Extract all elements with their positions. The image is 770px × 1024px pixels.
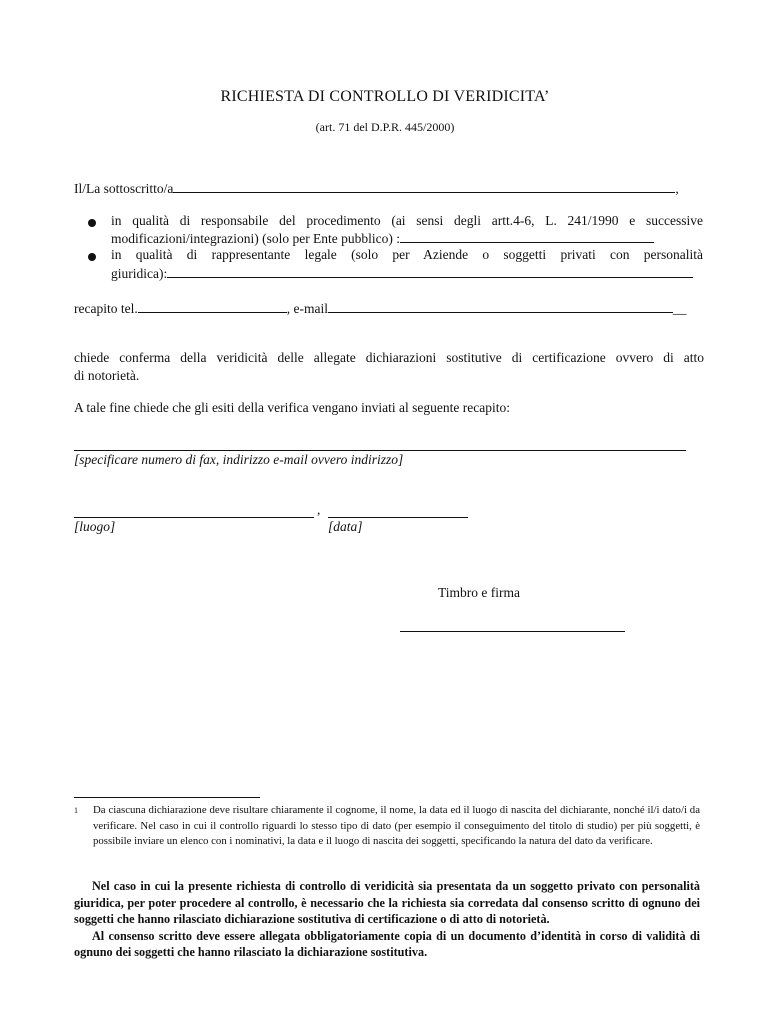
role-1-line-1: in qualità di responsabile del procedimento (ai sensi degli artt.4-6, L. 241/1990 e successive bbox=[111, 213, 703, 228]
purpose-text: A tale fine chiede che gli esiti della verifica vengano inviati al seguente recapito: bbox=[74, 400, 510, 415]
bullet-icon bbox=[88, 219, 96, 227]
page-subtitle: (art. 71 del D.P.R. 445/2000) bbox=[315, 120, 455, 134]
place-hint: [luogo] bbox=[74, 519, 116, 534]
email-label: , e-mail bbox=[286, 301, 328, 316]
responsible-field[interactable] bbox=[400, 230, 654, 243]
signature-field[interactable] bbox=[400, 631, 625, 632]
page-title: RICHIESTA DI CONTROLLO DI VERIDICITA’ bbox=[220, 88, 550, 105]
bullet-icon bbox=[88, 253, 96, 261]
legal-representative-field[interactable] bbox=[167, 265, 693, 278]
place-date-comma: , bbox=[317, 502, 321, 517]
declarant-row bbox=[74, 180, 679, 197]
role-2-line-2: giuridica): bbox=[111, 266, 168, 281]
date-hint: [data] bbox=[328, 519, 363, 534]
consent-notice bbox=[74, 878, 700, 961]
footnote-text: Da ciascuna dichiarazione deve risultare chiaramente il cognome, il nome, la data ed il luogo di nascita del dichiarante, nonché il/i dato/i da verificare. Nel caso in cui il controllo riguardi lo stesso tipo di dato (per esempio il conseguimento del titolo di studio) per più soggetti, è possibile inviare un elenco con i nominativi, la data e il luogo di nascita dei soggetti, specificando la natura del dato da verificare. bbox=[93, 804, 700, 848]
footnote-number: 1 bbox=[74, 806, 78, 815]
date-field[interactable] bbox=[328, 517, 468, 518]
role-1-line-2: modificazioni/integrazioni) (solo per Ente pubblico) : bbox=[111, 231, 401, 246]
address-hint: [specificare numero di fax, indirizzo e-mail ovvero indirizzo] bbox=[74, 452, 404, 467]
role-1-row bbox=[111, 230, 654, 247]
place-field[interactable] bbox=[74, 517, 314, 518]
request-line-1: chiede conferma della veridicità delle allegate dichiarazioni sostitutive di certificazione ovvero di atto bbox=[74, 350, 704, 365]
declarant-label: Il/La sottoscritto/a bbox=[74, 181, 174, 196]
footnote-separator bbox=[74, 797, 260, 798]
role-2-row bbox=[111, 265, 693, 282]
signature-label: Timbro e firma bbox=[438, 585, 520, 600]
role-2-line-1: in qualità di rappresentante legale (solo per Aziende o soggetti privati con personalità bbox=[111, 247, 703, 262]
phone-field[interactable] bbox=[138, 300, 287, 313]
phone-label: recapito tel. bbox=[74, 301, 138, 316]
consent-notice-paragraph-2: Al consenso scritto deve essere allegata obbligatoriamente copia di un documento d’identità in corso di validità di ognuno dei soggetti che hanno rilasciato la dichiarazione sostitutiva. bbox=[74, 928, 700, 959]
request-line-2: di notorietà. bbox=[74, 368, 140, 383]
contact-trailing: __ bbox=[672, 301, 687, 316]
address-field[interactable] bbox=[74, 450, 686, 451]
contact-row bbox=[74, 300, 686, 317]
email-field[interactable] bbox=[328, 300, 673, 313]
declarant-name-field[interactable] bbox=[173, 180, 675, 193]
declarant-suffix: , bbox=[675, 181, 679, 196]
consent-notice-paragraph-1: Nel caso in cui la presente richiesta di controllo di veridicità sia presentata da un soggetto privato con personalità giuridica, per poter procedere al controllo, è necessario che la richiesta sia corredata dal consenso scritto di ognuno dei soggetti che hanno rilasciato dichiarazione sostitutiva di certificazione o di atto di notorietà. bbox=[74, 879, 700, 926]
